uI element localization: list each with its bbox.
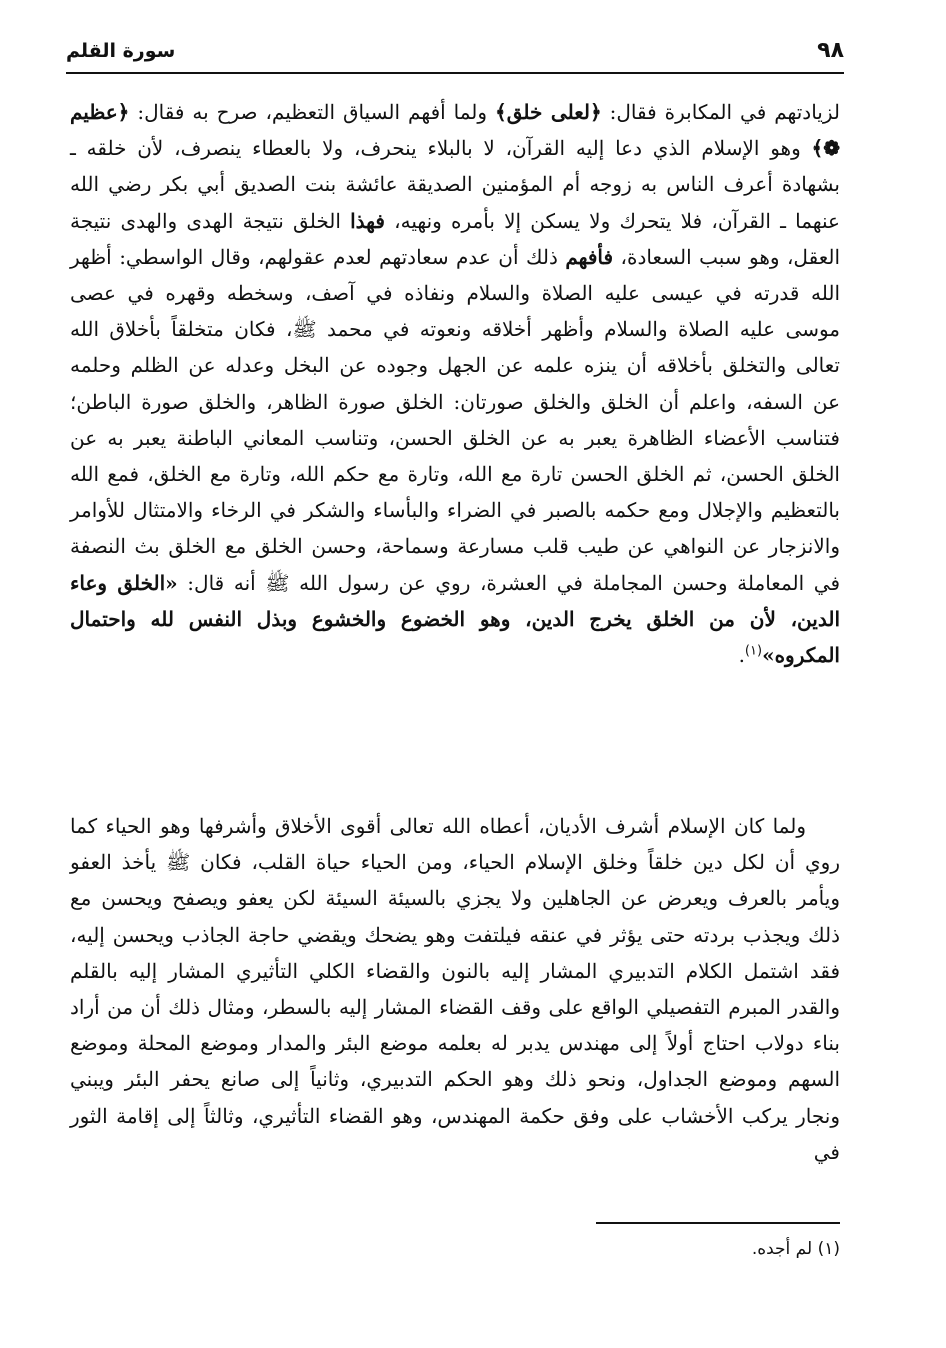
text-segment: . — [738, 643, 745, 668]
text-segment: ولما أفهم السياق التعظيم، صرح به فقال: — [129, 100, 495, 124]
page-number: ٩٨ — [817, 38, 844, 63]
text-segment: الخلق نتيجة الهدى والهدى نتيجة العقل، وهو سبب السعادة، — [70, 208, 840, 269]
text-segment: وهو الإسلام الذي دعا إليه القرآن، لا بالبلاء ينحرف، ولا بالعطاء ينصرف، لأن خلقه ـ بشهادة أعرف الناس به زوجه أم المؤمنين الصديقة عائشة بنت الصديق أبي بكر رضي الله عنهما ـ القرآن، فلا يتحرك ولا يسكن إلا بأمره ونهيه، — [70, 136, 840, 233]
footnote-marker: (١) — [744, 643, 763, 659]
main-paragraph-1 — [70, 94, 840, 673]
bold-word: فأفهم — [565, 244, 614, 269]
bold-word: فهذا — [350, 208, 385, 233]
surah-title: سورة القلم — [66, 40, 176, 62]
hadith-quote: «الخلق وعاء الدين، لأن من الخلق يخرج الدين، وهو الخضوع والخشوع وبذل النفس لله واحتمال المكروه» — [70, 570, 840, 668]
text-segment: ولما كان الإسلام أشرف الأديان، أعطاه الله تعالى أقوى الأخلاق وأشرفها وهو الحياء كما روي أن لكل دين خلقاً وخلق الإسلام الحياء، ومن الحياء حياة القلب، فكان ﷺ يأخذ العفو ويأمر بالعرف ويعرض عن الجاهلين ولا يجزي بالسيئة السيئة لكن يعفو ويصفح ويحسن مع ذلك ويجذب بردته حتى يؤثر في عنقه فيلتفت وهو يضحك ويقضي حاجة الجاذب ويحسن إليه، فقد اشتمل الكلام التدبيري المشار إليه بالنون والقضاء الكلي التأثيري المشار إليه بالقلم والقدر المبرم التفصيلي الواقع على وقف القضاء المشار إليه بالسطر، ومثال ذلك أن من أراد بناء دولاب احتاج أولاً إلى مهندس يدبر له بعلمه موضع البئر والمدار وموضع المحلة وموضع السهم وموضع الجداول، ونحو ذلك وهو الحكم التدبيري، وثانياً إلى صانع يحفر البئر ويبني ونجار يركب الأخشاب على وفق حكمة المهندس، وهو القضاء التأثيري، وثالثاً إلى إقامة الثور في — [70, 814, 840, 1164]
header-rule — [66, 72, 844, 74]
main-paragraph-2 — [70, 808, 840, 1170]
footnote: (١) لم أجده. — [751, 1239, 840, 1259]
quran-quote: ﴿لعلى خلق﴾ — [495, 100, 602, 124]
text-segment: ذلك أن عدم سعادتهم لعدم عقولهم، وقال الواسطي: أظهر الله قدرته في عيسى عليه الصلاة والسلام ونفاذه في آصف، وسخطه وقهره في عصى موسى عليه الصلاة والسلام وأظهر أخلاقه ونعوته في محمد ﷺ، فكان متخلقاً بأخلاق الله تعالى والتخلق بأخلاقه أن ينزه علمه عن الجهل وجوده عن البخل وعدله عن الظلم وحلمه عن السفه، واعلم أن الخلق والخلق صورتان: الخلق صورة الظاهر، والخلق صورة الباطن؛ فتناسب الأعضاء الظاهرة يعبر به عن الخلق الحسن، وتناسب المعاني الباطنة يعبر به عن الخلق الحسن، ثم الخلق الحسن تارة مع الله، وتارة مع حكم الله، وتارة مع الخلق، فمع الله بالتعظيم والإجلال ومع حكمه بالصبر في الضراء والبأساء والشكر في الرخاء والامتثال للأوامر والانزجار عن النواهي عن طيب قلب مسارعة وسماحة، وحسن الخلق مع الخلق بث النصفة في المعاملة وحسن المجاملة في العشرة، روي عن رسول الله ﷺ أنه قال: — [70, 244, 841, 595]
quran-quote: ﴿عظيم ❁﴾ — [70, 100, 840, 161]
page-header — [66, 36, 844, 76]
paragraph-2-text — [70, 808, 840, 1170]
text-segment: لزيادتهم في المكابرة فقال: — [601, 100, 840, 124]
paragraph-1-text — [70, 94, 840, 673]
footnote-separator — [596, 1222, 840, 1224]
